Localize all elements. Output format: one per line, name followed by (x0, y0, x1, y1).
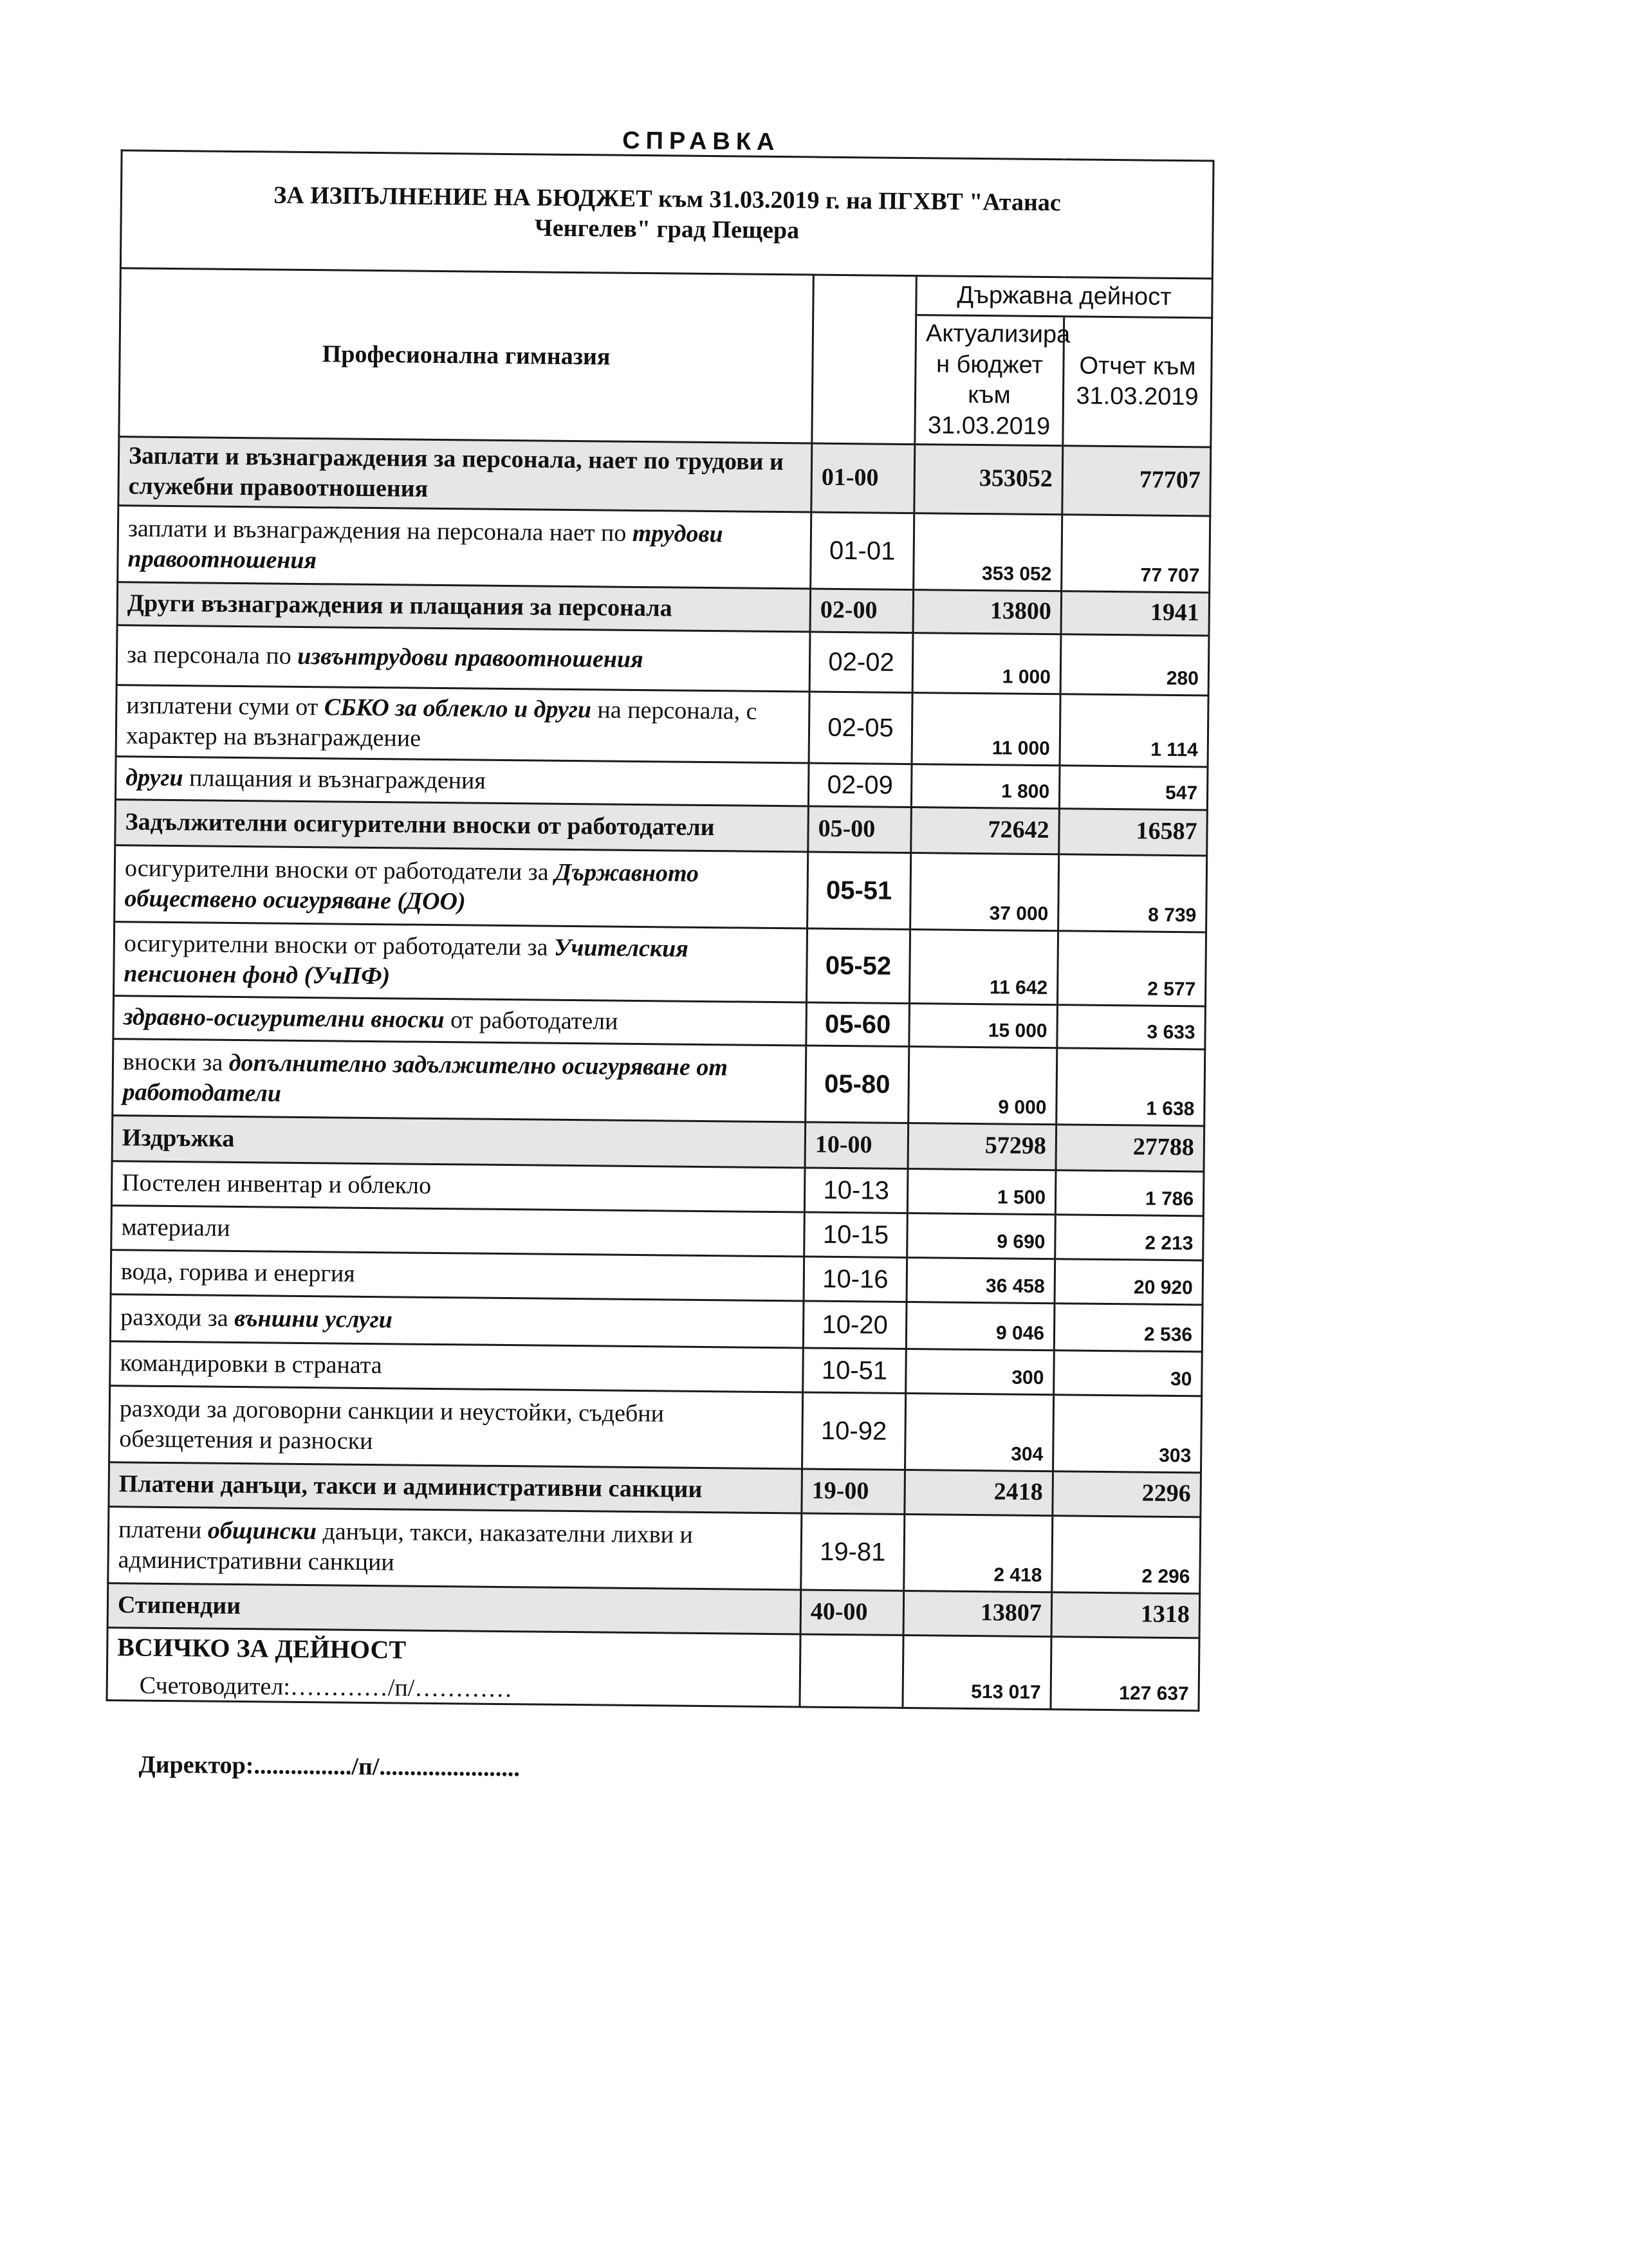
row-code: 10-51 (803, 1348, 907, 1394)
report-value: 1318 (1051, 1592, 1200, 1638)
row-description (113, 996, 807, 1046)
budget-value: 37 000 (910, 853, 1059, 931)
label-text: данъци, такси, наказателни лихви и административни санкции (118, 1517, 694, 1576)
emphasized-label: допълнително задължително осигуряване от работодатели (122, 1049, 728, 1107)
budget-header-line-1: Актуализира (925, 320, 1071, 349)
title-line-1: ЗА ИЗПЪЛНЕНИЕ НА БЮДЖЕТ към 31.03.2019 г. на ПГХВТ "Атанас (273, 181, 1061, 216)
table-row (113, 1039, 1205, 1126)
budget-value: 9 690 (907, 1213, 1056, 1259)
row-description (116, 685, 809, 763)
director-signature: Директор:................/п/....................... (138, 1751, 521, 1782)
row-code: 02-05 (809, 692, 912, 764)
budget-value: 13800 (913, 590, 1062, 634)
report-value: 77707 (1062, 446, 1211, 516)
section-row (118, 437, 1211, 516)
label-text: Задължителни осигурителни вноски от работодатели (125, 808, 715, 842)
budget-header-line-4: 31.03.2019 (927, 411, 1051, 440)
label-text: плащания и възнаграждения (183, 764, 486, 795)
report-value: 2 296 (1052, 1516, 1201, 1594)
row-description (114, 922, 807, 1002)
total-label: ВСИЧКО ЗА ДЕЙНОСТ (107, 1628, 800, 1707)
budget-value: 304 (905, 1394, 1054, 1471)
report-value: 2296 (1053, 1471, 1201, 1517)
emphasized-label: извънтрудови правоотношения (297, 643, 643, 674)
budget-value: 13807 (903, 1590, 1052, 1636)
label-text: Други възнаграждения и плащания за персонала (127, 589, 672, 622)
accountant-signature: Счетоводител:…………/п/………… (139, 1672, 513, 1703)
row-code: 02-02 (809, 632, 913, 693)
label-text: материали (121, 1213, 230, 1242)
budget-header-line-2: н бюджет (936, 350, 1044, 379)
report-value: 303 (1053, 1395, 1201, 1473)
row-code: 05-51 (807, 852, 911, 930)
row-code: 19-00 (802, 1469, 905, 1515)
row-description (113, 1039, 806, 1122)
code-header (812, 275, 917, 445)
row-code: 05-52 (806, 928, 910, 1004)
total-budget-value: 513 017 (903, 1635, 1051, 1709)
label-text: за персонала по (126, 641, 298, 670)
report-value: 2 213 (1055, 1215, 1204, 1260)
report-header-line-2: 31.03.2019 (1076, 382, 1199, 411)
report-value: 16587 (1059, 809, 1208, 856)
document-heading: СПРАВКА (622, 127, 780, 156)
row-code: 10-20 (803, 1301, 907, 1349)
row-description (111, 1161, 805, 1212)
budget-value: 2 418 (904, 1514, 1053, 1592)
budget-header-line-3: към (968, 381, 1011, 409)
label-text: вода, горива и енергия (120, 1258, 355, 1288)
table-row (109, 1386, 1202, 1473)
row-description (117, 582, 811, 632)
emphasized-label: общински (207, 1517, 317, 1545)
emphasized-label: външни услуги (234, 1305, 393, 1334)
budget-value: 353 052 (914, 513, 1062, 591)
report-header-line-1: Отчет към (1079, 352, 1196, 380)
total-report-value: 127 637 (1051, 1637, 1199, 1711)
table-row (116, 625, 1209, 696)
label-text: осигурителни вноски от работодатели за (124, 929, 555, 961)
label-text: на персонала, с характер на възнаграждение (125, 696, 757, 752)
table-row (118, 506, 1210, 593)
row-description (115, 757, 809, 806)
label-text: платени (118, 1515, 208, 1544)
row-code: 05-60 (806, 1002, 910, 1047)
row-description (115, 845, 808, 928)
report-value: 2 536 (1054, 1304, 1203, 1352)
row-code: 10-13 (804, 1168, 908, 1213)
report-value: 1 786 (1055, 1170, 1204, 1216)
row-code: 01-00 (811, 443, 915, 513)
label-text: Платени данъци, такси и административни санкции (118, 1470, 703, 1504)
row-description (118, 437, 812, 512)
row-code: 10-16 (804, 1257, 907, 1302)
budget-value: 9 046 (906, 1302, 1055, 1351)
table-row (108, 1507, 1201, 1594)
row-description (118, 506, 811, 589)
row-code: 10-15 (804, 1212, 908, 1258)
row-code: 05-80 (806, 1046, 909, 1123)
emphasized-label: трудови правоотношения (127, 519, 723, 575)
row-description (110, 1295, 804, 1348)
emphasized-label: други (125, 764, 183, 792)
label-text: осигурителни вноски от работодатели за (124, 854, 555, 886)
report-value: 77 707 (1062, 515, 1210, 593)
row-description (109, 1386, 803, 1469)
emphasized-label: СБКО за облекло и други (324, 693, 592, 723)
title-row (120, 151, 1213, 279)
budget-value: 1 800 (911, 764, 1060, 809)
row-description (108, 1507, 802, 1590)
table-row (114, 922, 1206, 1006)
report-value: 2 577 (1057, 931, 1206, 1006)
state-activity-header: Държавна дейност (916, 276, 1213, 318)
budget-value: 36 458 (907, 1258, 1055, 1304)
row-description (109, 1462, 802, 1513)
label-text: командировки в страната (120, 1349, 382, 1379)
row-code: 02-00 (810, 589, 914, 633)
emphasized-label: Държавното обществено осигуряване (ДОО) (124, 858, 699, 916)
row-code: 10-92 (802, 1392, 906, 1470)
emphasized-label: здравно-осигурителни вноски (123, 1003, 445, 1034)
budget-value: 353052 (914, 445, 1063, 515)
row-header-gymnasium: Професионална гимназия (119, 268, 813, 443)
label-text: изплатени суми от (126, 691, 325, 721)
report-value: 1 638 (1056, 1048, 1205, 1126)
row-description (107, 1583, 801, 1634)
budget-value: 57298 (908, 1123, 1056, 1170)
budget-column-header (915, 315, 1071, 446)
label-text: разходи за договорни санкции и неустойки, съдебни обезщетения и разноски (119, 1394, 665, 1455)
row-description (116, 625, 810, 692)
total-code (800, 1634, 903, 1708)
row-description (110, 1341, 804, 1392)
label-text: заплати и възнаграждения на персонала нает по (127, 514, 633, 547)
report-column-header (1063, 317, 1212, 447)
report-value: 20 920 (1055, 1259, 1203, 1305)
emphasized-label: Учителския пенсионен фонд (УчПФ) (124, 934, 689, 990)
label-text: Заплати и възнаграждения за персонала, нает по трудови и служебни правоотношения (128, 441, 784, 502)
report-value: 1941 (1061, 591, 1210, 636)
report-value: 8 739 (1058, 854, 1207, 932)
budget-report-table (106, 149, 1215, 1711)
report-value: 547 (1059, 766, 1208, 810)
report-value: 3 633 (1057, 1005, 1206, 1049)
budget-value: 9 000 (909, 1047, 1057, 1125)
row-code: 02-09 (808, 763, 912, 807)
label-text: вноски за (122, 1047, 230, 1076)
budget-value: 72642 (911, 807, 1060, 854)
row-code: 10-00 (805, 1122, 909, 1169)
budget-value: 1 500 (907, 1169, 1056, 1215)
row-code: 01-01 (811, 512, 914, 590)
label-text: Постелен инвентар и облекло (122, 1169, 432, 1200)
label-text: Стипендии (117, 1591, 241, 1620)
budget-value: 1 000 (912, 633, 1061, 694)
row-code: 05-00 (808, 806, 912, 853)
table-row (115, 845, 1207, 932)
report-value: 30 (1054, 1351, 1203, 1396)
label-text: от работодатели (444, 1006, 618, 1035)
budget-value: 2418 (905, 1470, 1053, 1515)
row-description (111, 1206, 805, 1257)
report-value: 280 (1060, 634, 1209, 696)
document-title (120, 151, 1213, 279)
row-description (111, 1250, 804, 1301)
budget-value: 11 000 (912, 693, 1060, 766)
label-text: разходи за (120, 1304, 235, 1332)
budget-value: 11 642 (909, 930, 1058, 1005)
report-value: 27788 (1056, 1125, 1204, 1172)
budget-value: 15 000 (909, 1004, 1058, 1048)
row-code: 40-00 (800, 1590, 904, 1636)
budget-value: 300 (906, 1349, 1055, 1395)
row-description (112, 1116, 806, 1168)
title-line-2: Ченгелев" град Пещера (534, 214, 800, 244)
report-value: 1 114 (1060, 694, 1208, 767)
table-row (116, 685, 1208, 767)
row-description (115, 800, 809, 852)
label-text: Издръжка (122, 1124, 235, 1153)
row-code: 19-81 (801, 1513, 905, 1591)
